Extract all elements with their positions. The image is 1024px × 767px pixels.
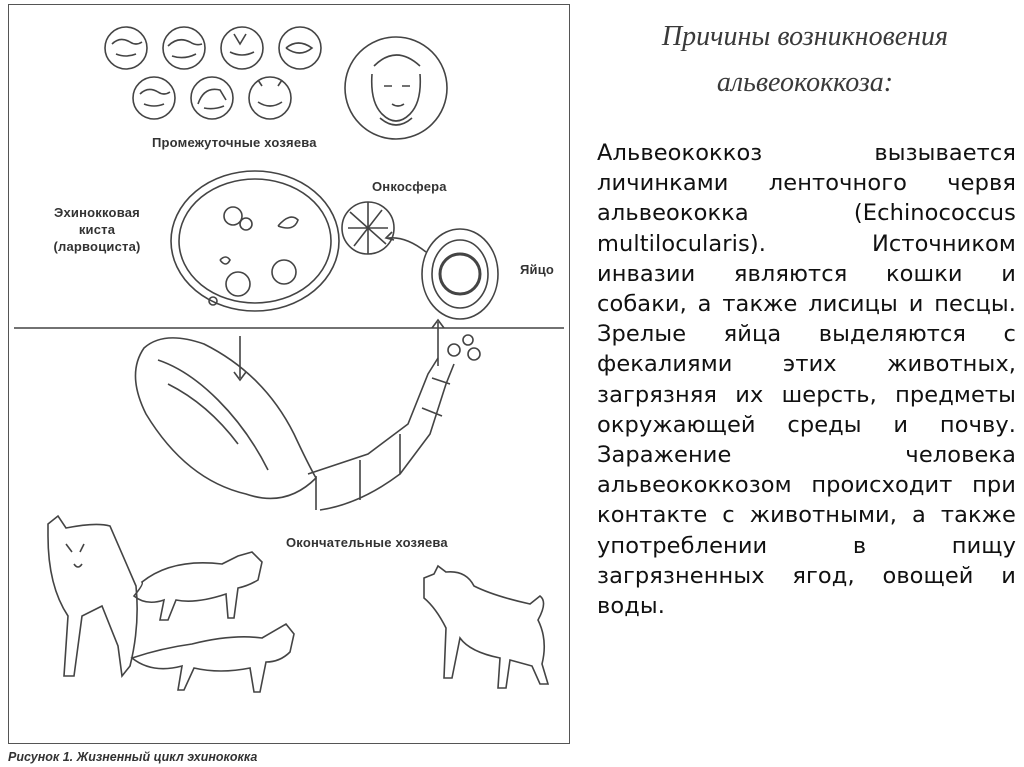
label-intermediate-hosts: Промежуточные хозяева: [152, 135, 317, 150]
animal-circle-deer: [249, 77, 291, 119]
dog-drawing: [424, 566, 548, 688]
animal-circle-horse: [191, 77, 233, 119]
figure-caption: Рисунок 1. Жизненный цикл эхинококка: [8, 750, 258, 764]
label-cyst-line2: киста: [78, 222, 116, 237]
wolf-drawing: [48, 516, 137, 676]
label-oncosphere: Онкосфера: [372, 179, 447, 194]
body-paragraph: Альвеококкоз вызывается личинками ленточного червя альвеококка (Echinococcus multilocularis). Источником инвазии являются кошки и собаки, а также лисицы и песцы. Зрелые яйца выделяются с фекалиями этих животных, загрязняя их шерсть, предметы окружающей среды и почву. Заражение человека альвеококкозом происходит при контакте с животными, а также употреблении в пищу загрязненных ягод, овощей и воды.: [597, 140, 1016, 620]
label-cyst: [32, 204, 162, 255]
animal-circle-sheep: [163, 27, 205, 69]
slide-title-line2: альвеококкоза:: [716, 67, 894, 98]
human-portrait: [345, 37, 447, 139]
life-cycle-figure: [8, 4, 572, 767]
animal-circle-cow: [105, 27, 147, 69]
label-definitive-hosts: Окончательные хозяева: [286, 535, 448, 550]
label-cyst-line3: (ларвоциста): [53, 239, 141, 254]
animal-circle-pig: [279, 27, 321, 69]
tapeworm-drawing: [135, 335, 480, 510]
egg-drawing: [422, 229, 498, 319]
fox-drawing: [132, 624, 294, 692]
slide-title-line1: Причины возникновения: [661, 21, 949, 52]
figure-drawing: [8, 4, 572, 746]
animal-circle-goat: [221, 27, 263, 69]
label-egg: Яйцо: [520, 262, 555, 277]
animal-circle-cow-2: [133, 77, 175, 119]
slide-title: [600, 14, 1010, 106]
oncosphere-drawing: [342, 202, 394, 254]
raccoon-dog-drawing: [134, 552, 262, 620]
label-cyst-line1: Эхинокковая: [54, 205, 140, 220]
cyst-drawing: [171, 171, 339, 311]
